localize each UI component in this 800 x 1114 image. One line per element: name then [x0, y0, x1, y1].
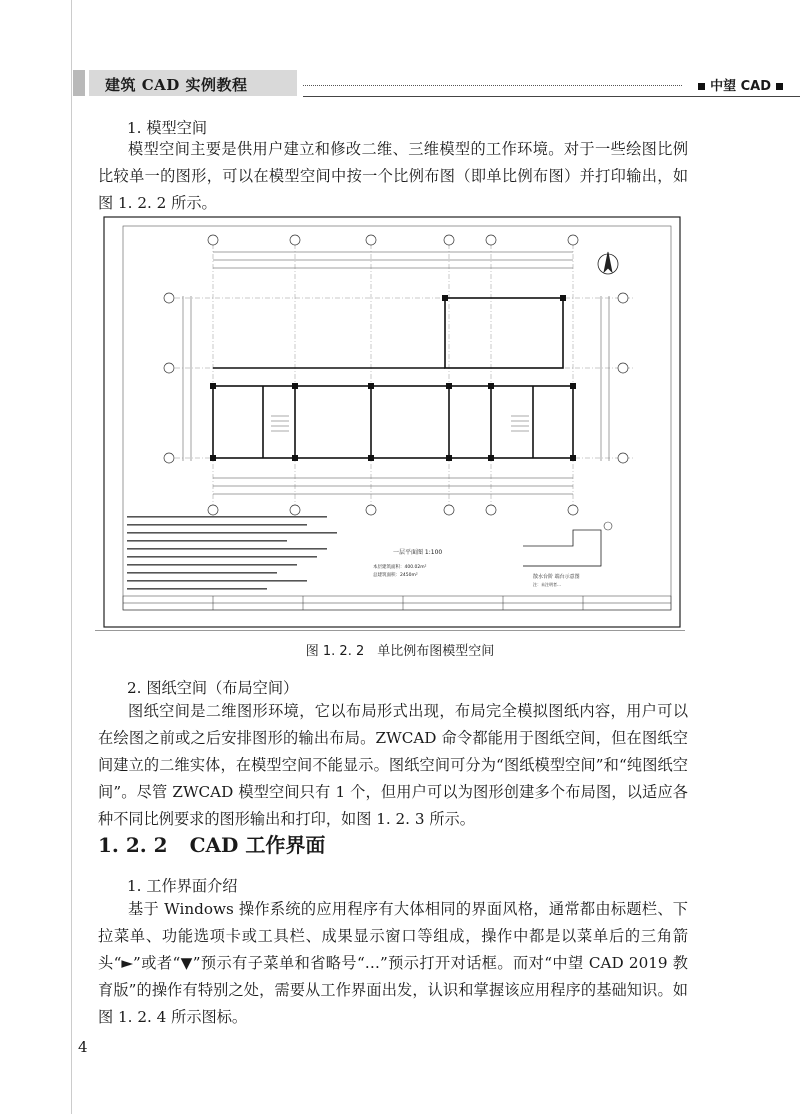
- plan-title: 一层平面图 1:100: [393, 549, 443, 556]
- walls: [213, 298, 573, 458]
- detail-title: 散水台阶 端台示意图: [533, 574, 580, 580]
- paragraph-model-space: 模型空间主要是供用户建立和修改二维、三维模型的工作环境。对于一些绘图比例比较单一的图形，可以在模型空间中按一个比例布图（即单比例布图）并打印输出，如图 1. 2. 2 所示。: [98, 140, 688, 212]
- section-heading-122: [98, 829, 325, 858]
- paragraph-paper-space: 图纸空间是二维图形环境，它以布局形式出现，布局完全模拟图纸内容，用户可以在绘图之前或之后安排图形的输出布局。ZWCAD 命令都能用于图纸空间，但在图纸空间建立的二维实体，在模型空间不能显示。图纸空间可分为“图纸模型空间”和“纯图纸空间”。尽管 ZWCAD 模型空间只有 1 个，但用户可以为图形创建多个布局图，以适应各种不同比例要求的图形输出和打印，如图 1. 2. 3 所示。: [98, 702, 688, 828]
- section-number: 1. 2. 2: [98, 833, 168, 857]
- heading-paper-space: 2. 图纸空间（布局空间）: [127, 679, 299, 697]
- heading-model-space: 1. 模型空间: [127, 119, 208, 137]
- heading-interface: 1. 工作界面介绍: [127, 877, 238, 895]
- detail-drawing: [523, 522, 612, 587]
- brand-label: [693, 75, 788, 94]
- figure-rule: [95, 630, 685, 631]
- columns: [210, 295, 576, 461]
- header-bar: [73, 70, 85, 96]
- header-dotted-rule: [303, 85, 682, 86]
- header-rule: [303, 96, 800, 97]
- axis-markers: [164, 235, 628, 515]
- running-header: [73, 68, 800, 98]
- area-note-2: 总建筑面积：2450m²: [373, 573, 418, 578]
- square-bullet-icon: [698, 83, 705, 90]
- book-title: 建筑 CAD 实例教程: [105, 76, 248, 94]
- figure-floor-plan: [103, 216, 681, 628]
- title-block: [123, 596, 671, 610]
- grid-axes: [175, 244, 633, 506]
- paragraph-interface: 基于 Windows 操作系统的应用程序有大体相同的界面风格，通常都由标题栏、下拉菜单、功能选项卡或工具栏、成果显示窗口等组成，操作中都是以菜单后的三角箭头“►”或者“▼”预示有子菜单和省略号“…”预示打开对话框。而对“中望 CAD 2019 教育版”的操作有特别之处，需要从工作界面出发，认识和掌握该应用程序的基础知识。如图 1. 2. 4 所示图标。: [98, 900, 688, 1026]
- brand-text: 中望 CAD: [710, 79, 771, 94]
- north-arrow: [598, 252, 618, 274]
- section-title: CAD 工作界面: [189, 833, 326, 857]
- figure-caption: 图 1. 2. 2 单比例布图模型空间: [305, 644, 495, 659]
- square-bullet-icon: [776, 83, 783, 90]
- floor-plan-drawing: [103, 216, 681, 628]
- notes-block: [127, 516, 337, 590]
- page-number: 4: [78, 1038, 88, 1056]
- detail-note: 注：未注明者…: [533, 582, 561, 587]
- area-note-1: 本层建筑面积：400.02m²: [373, 565, 427, 570]
